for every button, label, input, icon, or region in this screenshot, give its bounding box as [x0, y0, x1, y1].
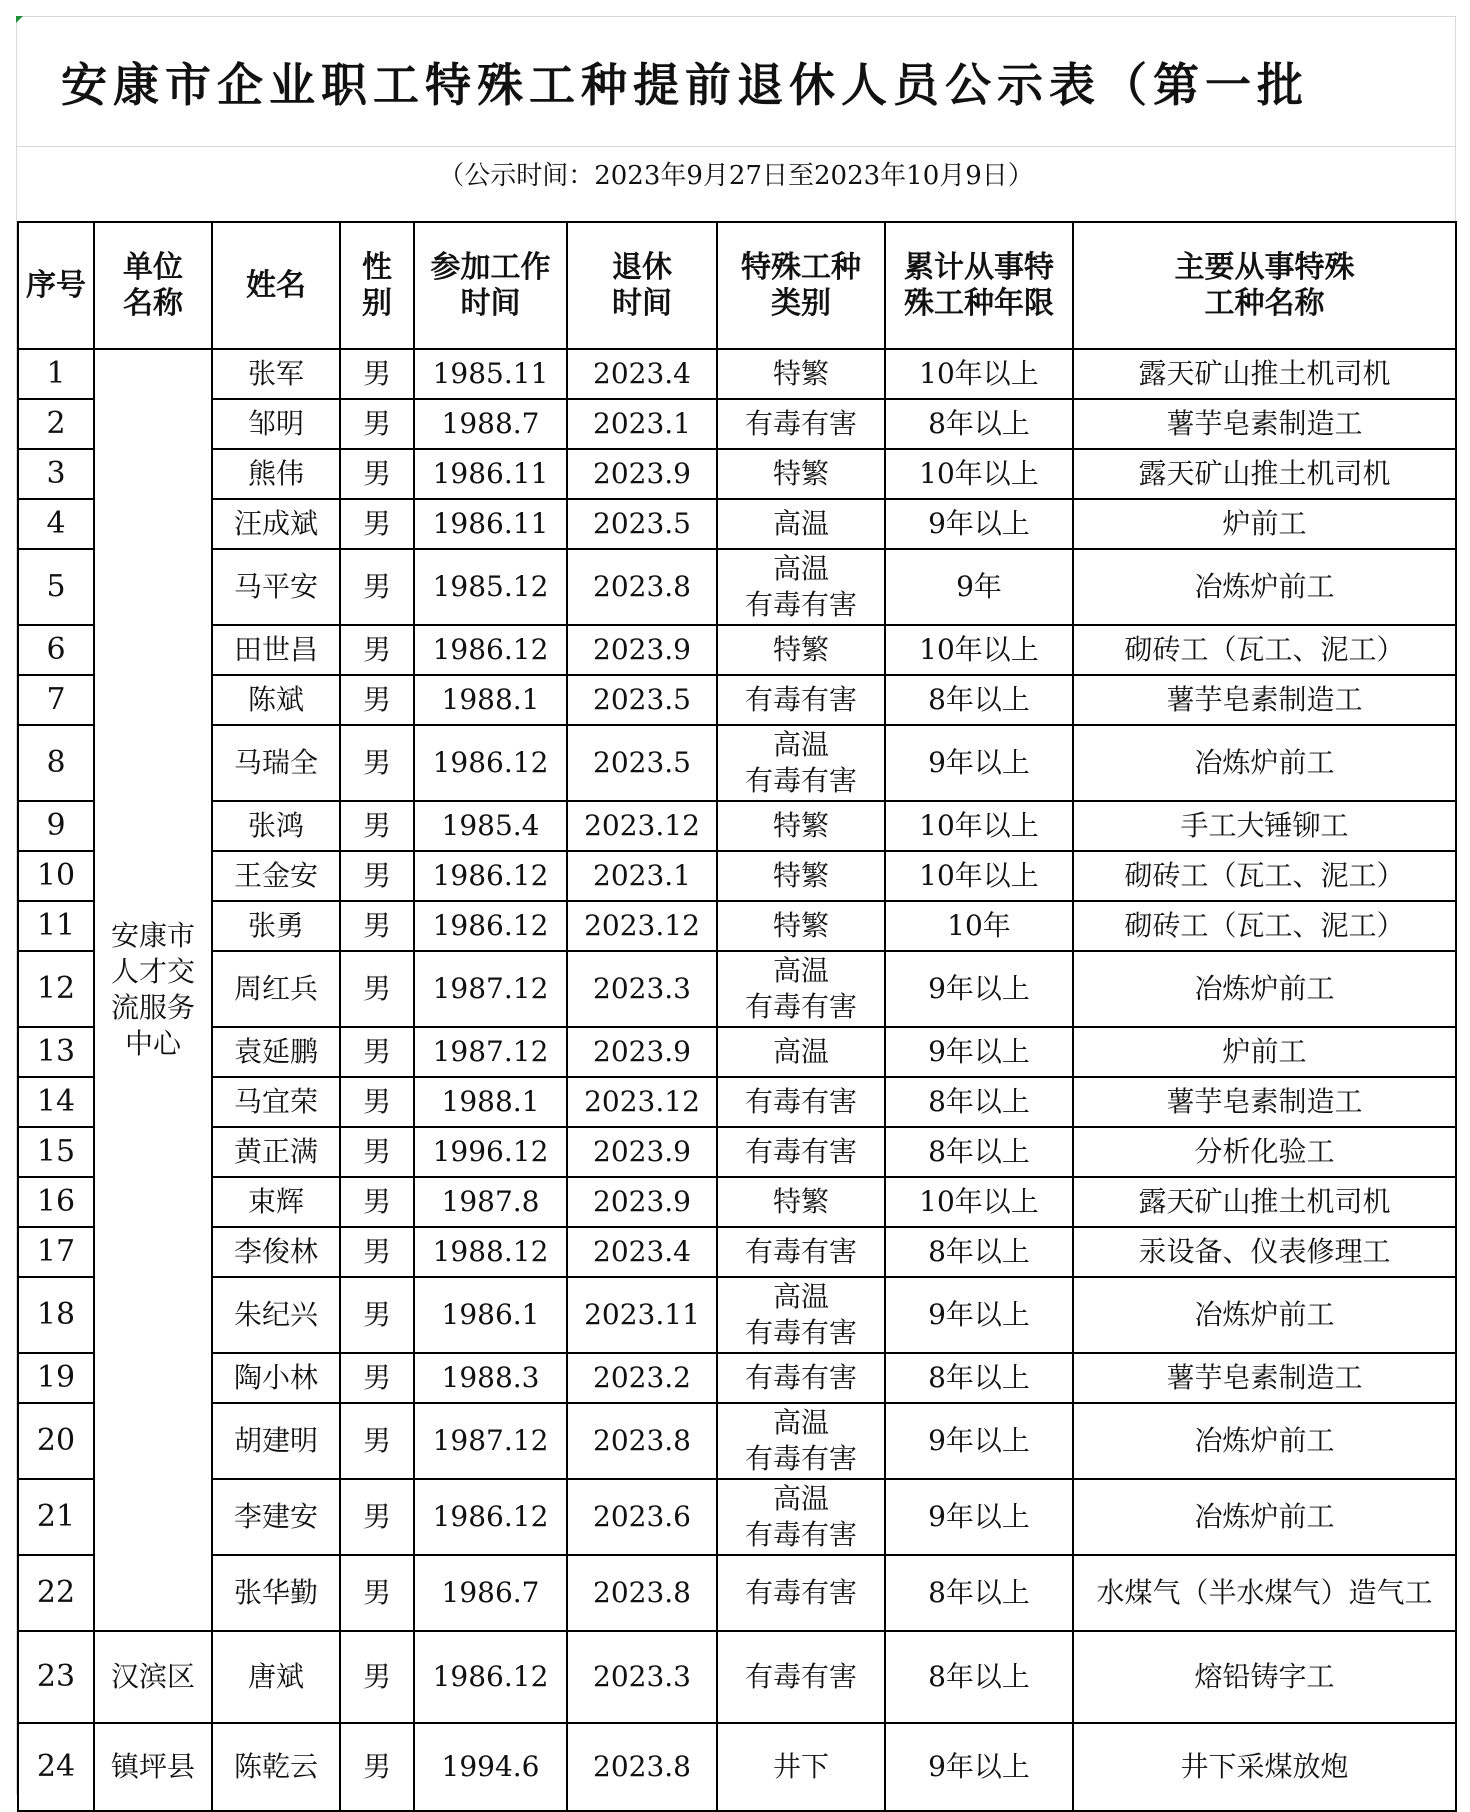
cell-gender: 男	[340, 1077, 414, 1127]
cell-years: 8年以上	[885, 399, 1073, 449]
cell-index: 11	[18, 901, 94, 951]
header-category: 特殊工种 类别	[717, 222, 885, 349]
cell-retire: 2023.9	[567, 449, 717, 499]
cell-gender: 男	[340, 1403, 414, 1479]
cell-name: 陈斌	[212, 675, 340, 725]
cell-category: 特繁	[717, 625, 885, 675]
cell-unit	[94, 349, 212, 1631]
table-row	[18, 1479, 1456, 1555]
cell-retire: 2023.8	[567, 1555, 717, 1631]
cell-name: 张鸿	[212, 801, 340, 851]
cell-category: 特繁	[717, 851, 885, 901]
cell-name: 黄正满	[212, 1127, 340, 1177]
document-title: 安康市企业职工特殊工种提前退休人员公示表（第一批	[17, 17, 1455, 147]
cell-years: 8年以上	[885, 675, 1073, 725]
cell-retire: 2023.12	[567, 1077, 717, 1127]
cell-index: 13	[18, 1027, 94, 1077]
cell-index: 16	[18, 1177, 94, 1227]
cell-category: 有毒有害	[717, 1077, 885, 1127]
header-name: 姓名	[212, 222, 340, 349]
cell-name: 张华勤	[212, 1555, 340, 1631]
table-row	[18, 725, 1456, 801]
cell-index: 6	[18, 625, 94, 675]
header-row	[18, 222, 1456, 349]
cell-category: 高温 有毒有害	[717, 549, 885, 625]
cell-name: 马宜荣	[212, 1077, 340, 1127]
cell-name: 马平安	[212, 549, 340, 625]
cell-years: 9年以上	[885, 1277, 1073, 1353]
cell-job: 冶炼炉前工	[1073, 1277, 1456, 1353]
cell-index: 5	[18, 549, 94, 625]
cell-name: 束辉	[212, 1177, 340, 1227]
cell-job: 冶炼炉前工	[1073, 549, 1456, 625]
cell-job: 汞设备、仪表修理工	[1073, 1227, 1456, 1277]
cell-job: 井下采煤放炮	[1073, 1723, 1456, 1811]
cell-work-start: 1988.1	[414, 675, 567, 725]
unit-name-text: 安康市人才交流服务中心	[110, 919, 195, 1060]
cell-retire: 2023.8	[567, 1403, 717, 1479]
cell-category: 特繁	[717, 349, 885, 399]
cell-years: 10年以上	[885, 449, 1073, 499]
table-row	[18, 399, 1456, 449]
cell-work-start: 1987.8	[414, 1177, 567, 1227]
table-row	[18, 901, 1456, 951]
cell-work-start: 1985.4	[414, 801, 567, 851]
cell-index: 24	[18, 1723, 94, 1811]
cell-retire: 2023.11	[567, 1277, 717, 1353]
cell-name: 周红兵	[212, 951, 340, 1027]
header-index: 序号	[18, 222, 94, 349]
cell-index: 10	[18, 851, 94, 901]
cell-category: 高温	[717, 499, 885, 549]
cell-category: 有毒有害	[717, 1353, 885, 1403]
cell-work-start: 1988.1	[414, 1077, 567, 1127]
cell-work-start: 1986.12	[414, 1479, 567, 1555]
cell-gender: 男	[340, 549, 414, 625]
cell-job: 炉前工	[1073, 499, 1456, 549]
cell-index: 15	[18, 1127, 94, 1177]
cell-name: 陶小林	[212, 1353, 340, 1403]
table-row	[18, 1631, 1456, 1723]
cell-category: 高温 有毒有害	[717, 725, 885, 801]
table-row	[18, 625, 1456, 675]
cell-category: 有毒有害	[717, 1227, 885, 1277]
cell-years: 9年以上	[885, 1479, 1073, 1555]
cell-years: 9年以上	[885, 499, 1073, 549]
table-row	[18, 1227, 1456, 1277]
cell-category: 高温	[717, 1027, 885, 1077]
cell-gender: 男	[340, 499, 414, 549]
cell-gender: 男	[340, 349, 414, 399]
cell-gender: 男	[340, 1353, 414, 1403]
cell-gender: 男	[340, 1723, 414, 1811]
cell-name: 田世昌	[212, 625, 340, 675]
cell-category: 高温 有毒有害	[717, 1277, 885, 1353]
cell-job: 露天矿山推土机司机	[1073, 349, 1456, 399]
cell-gender: 男	[340, 675, 414, 725]
table-row	[18, 1177, 1456, 1227]
cell-gender: 男	[340, 951, 414, 1027]
cell-category: 有毒有害	[717, 399, 885, 449]
cell-job: 冶炼炉前工	[1073, 725, 1456, 801]
cell-years: 9年以上	[885, 951, 1073, 1027]
cell-years: 9年以上	[885, 1403, 1073, 1479]
cell-gender: 男	[340, 801, 414, 851]
cell-work-start: 1986.7	[414, 1555, 567, 1631]
cell-name: 邹明	[212, 399, 340, 449]
announcement-period: （公示时间：2023年9月27日至2023年10月9日）	[438, 161, 1034, 191]
cell-job: 冶炼炉前工	[1073, 1479, 1456, 1555]
table-row	[18, 1127, 1456, 1177]
cell-years: 8年以上	[885, 1631, 1073, 1723]
cell-gender: 男	[340, 1027, 414, 1077]
cell-name: 张勇	[212, 901, 340, 951]
cell-name: 袁延鹏	[212, 1027, 340, 1077]
cell-work-start: 1987.12	[414, 1027, 567, 1077]
cell-job: 手工大锤铆工	[1073, 801, 1456, 851]
cell-category: 高温 有毒有害	[717, 951, 885, 1027]
cell-index: 7	[18, 675, 94, 725]
cell-name: 朱纪兴	[212, 1277, 340, 1353]
cell-years: 8年以上	[885, 1353, 1073, 1403]
selection-corner-icon	[16, 16, 23, 23]
header-gender: 性 别	[340, 222, 414, 349]
table-row	[18, 851, 1456, 901]
table-row	[18, 1277, 1456, 1353]
table-row	[18, 1723, 1456, 1811]
header-unit: 单位 名称	[94, 222, 212, 349]
cell-index: 3	[18, 449, 94, 499]
cell-index: 20	[18, 1403, 94, 1479]
cell-years: 10年以上	[885, 349, 1073, 399]
cell-index: 14	[18, 1077, 94, 1127]
cell-retire: 2023.12	[567, 901, 717, 951]
cell-name: 李建安	[212, 1479, 340, 1555]
cell-category: 高温 有毒有害	[717, 1479, 885, 1555]
cell-name: 胡建明	[212, 1403, 340, 1479]
table-row	[18, 951, 1456, 1027]
table-row	[18, 1403, 1456, 1479]
cell-work-start: 1988.3	[414, 1353, 567, 1403]
cell-years: 10年以上	[885, 625, 1073, 675]
cell-retire: 2023.3	[567, 1631, 717, 1723]
cell-index: 19	[18, 1353, 94, 1403]
cell-job: 冶炼炉前工	[1073, 951, 1456, 1027]
cell-index: 2	[18, 399, 94, 449]
cell-gender: 男	[340, 1227, 414, 1277]
cell-gender: 男	[340, 851, 414, 901]
cell-name: 李俊林	[212, 1227, 340, 1277]
header-retire: 退休 时间	[567, 222, 717, 349]
cell-retire: 2023.9	[567, 1027, 717, 1077]
table-row	[18, 675, 1456, 725]
cell-years: 9年以上	[885, 1723, 1073, 1811]
cell-years: 8年以上	[885, 1127, 1073, 1177]
cell-job: 露天矿山推土机司机	[1073, 449, 1456, 499]
cell-retire: 2023.3	[567, 951, 717, 1027]
header-job: 主要从事特殊 工种名称	[1073, 222, 1456, 349]
cell-retire: 2023.1	[567, 399, 717, 449]
cell-years: 8年以上	[885, 1227, 1073, 1277]
cell-name: 张军	[212, 349, 340, 399]
cell-job: 砌砖工（瓦工、泥工）	[1073, 901, 1456, 951]
cell-work-start: 1986.12	[414, 625, 567, 675]
cell-job: 薯芋皂素制造工	[1073, 1077, 1456, 1127]
cell-category: 特繁	[717, 801, 885, 851]
cell-index: 1	[18, 349, 94, 399]
cell-work-start: 1985.11	[414, 349, 567, 399]
cell-unit: 镇坪县	[94, 1723, 212, 1811]
cell-retire: 2023.9	[567, 1177, 717, 1227]
cell-work-start: 1986.11	[414, 499, 567, 549]
cell-index: 17	[18, 1227, 94, 1277]
cell-gender: 男	[340, 1555, 414, 1631]
cell-years: 8年以上	[885, 1077, 1073, 1127]
cell-job: 冶炼炉前工	[1073, 1403, 1456, 1479]
cell-name: 陈乾云	[212, 1723, 340, 1811]
cell-job: 砌砖工（瓦工、泥工）	[1073, 625, 1456, 675]
cell-work-start: 1986.12	[414, 725, 567, 801]
table-row	[18, 1077, 1456, 1127]
cell-work-start: 1988.7	[414, 399, 567, 449]
cell-work-start: 1987.12	[414, 951, 567, 1027]
cell-gender: 男	[340, 399, 414, 449]
cell-category: 有毒有害	[717, 1127, 885, 1177]
cell-work-start: 1987.12	[414, 1403, 567, 1479]
cell-gender: 男	[340, 1127, 414, 1177]
cell-name: 熊伟	[212, 449, 340, 499]
cell-index: 12	[18, 951, 94, 1027]
cell-job: 薯芋皂素制造工	[1073, 399, 1456, 449]
cell-work-start: 1986.12	[414, 1631, 567, 1723]
cell-job: 水煤气（半水煤气）造气工	[1073, 1555, 1456, 1631]
cell-retire: 2023.12	[567, 801, 717, 851]
cell-job: 薯芋皂素制造工	[1073, 1353, 1456, 1403]
header-work-start: 参加工作 时间	[414, 222, 567, 349]
cell-gender: 男	[340, 1479, 414, 1555]
cell-retire: 2023.1	[567, 851, 717, 901]
cell-retire: 2023.5	[567, 499, 717, 549]
cell-gender: 男	[340, 901, 414, 951]
cell-index: 8	[18, 725, 94, 801]
cell-retire: 2023.4	[567, 1227, 717, 1277]
table-row	[18, 499, 1456, 549]
cell-work-start: 1988.12	[414, 1227, 567, 1277]
cell-years: 8年以上	[885, 1555, 1073, 1631]
cell-category: 有毒有害	[717, 1631, 885, 1723]
cell-retire: 2023.4	[567, 349, 717, 399]
cell-job: 露天矿山推土机司机	[1073, 1177, 1456, 1227]
cell-work-start: 1986.12	[414, 901, 567, 951]
cell-years: 10年以上	[885, 851, 1073, 901]
cell-work-start: 1986.12	[414, 851, 567, 901]
cell-gender: 男	[340, 625, 414, 675]
cell-category: 特繁	[717, 901, 885, 951]
cell-gender: 男	[340, 725, 414, 801]
cell-work-start: 1996.12	[414, 1127, 567, 1177]
cell-years: 9年以上	[885, 1027, 1073, 1077]
cell-work-start: 1994.6	[414, 1723, 567, 1811]
cell-category: 特繁	[717, 1177, 885, 1227]
cell-name: 汪成斌	[212, 499, 340, 549]
cell-retire: 2023.5	[567, 675, 717, 725]
retirement-roster-table	[17, 221, 1457, 1812]
table-row	[18, 1555, 1456, 1631]
cell-work-start: 1985.12	[414, 549, 567, 625]
cell-job: 薯芋皂素制造工	[1073, 675, 1456, 725]
cell-years: 10年以上	[885, 1177, 1073, 1227]
table-row	[18, 801, 1456, 851]
cell-index: 22	[18, 1555, 94, 1631]
cell-category: 特繁	[717, 449, 885, 499]
cell-job: 分析化验工	[1073, 1127, 1456, 1177]
cell-job: 炉前工	[1073, 1027, 1456, 1077]
table-row	[18, 1027, 1456, 1077]
table-row	[18, 349, 1456, 399]
cell-job: 熔铅铸字工	[1073, 1631, 1456, 1723]
cell-retire: 2023.6	[567, 1479, 717, 1555]
cell-retire: 2023.8	[567, 1723, 717, 1811]
cell-retire: 2023.5	[567, 725, 717, 801]
cell-index: 18	[18, 1277, 94, 1353]
cell-retire: 2023.8	[567, 549, 717, 625]
cell-name: 唐斌	[212, 1631, 340, 1723]
cell-gender: 男	[340, 449, 414, 499]
cell-years: 10年	[885, 901, 1073, 951]
cell-index: 9	[18, 801, 94, 851]
cell-index: 21	[18, 1479, 94, 1555]
cell-retire: 2023.9	[567, 625, 717, 675]
cell-gender: 男	[340, 1177, 414, 1227]
cell-category: 有毒有害	[717, 675, 885, 725]
cell-gender: 男	[340, 1277, 414, 1353]
table-row	[18, 1353, 1456, 1403]
cell-category: 井下	[717, 1723, 885, 1811]
cell-index: 23	[18, 1631, 94, 1723]
table-row	[18, 549, 1456, 625]
cell-years: 10年以上	[885, 801, 1073, 851]
cell-name: 马瑞全	[212, 725, 340, 801]
cell-years: 9年	[885, 549, 1073, 625]
header-years: 累计从事特 殊工种年限	[885, 222, 1073, 349]
cell-unit: 汉滨区	[94, 1631, 212, 1723]
cell-gender: 男	[340, 1631, 414, 1723]
cell-work-start: 1986.11	[414, 449, 567, 499]
cell-job: 砌砖工（瓦工、泥工）	[1073, 851, 1456, 901]
cell-work-start: 1986.1	[414, 1277, 567, 1353]
spreadsheet-sheet	[16, 16, 1456, 1795]
cell-years: 9年以上	[885, 725, 1073, 801]
cell-retire: 2023.2	[567, 1353, 717, 1403]
cell-category: 有毒有害	[717, 1555, 885, 1631]
cell-retire: 2023.9	[567, 1127, 717, 1177]
cell-index: 4	[18, 499, 94, 549]
cell-category: 高温 有毒有害	[717, 1403, 885, 1479]
cell-name: 王金安	[212, 851, 340, 901]
table-row	[18, 449, 1456, 499]
